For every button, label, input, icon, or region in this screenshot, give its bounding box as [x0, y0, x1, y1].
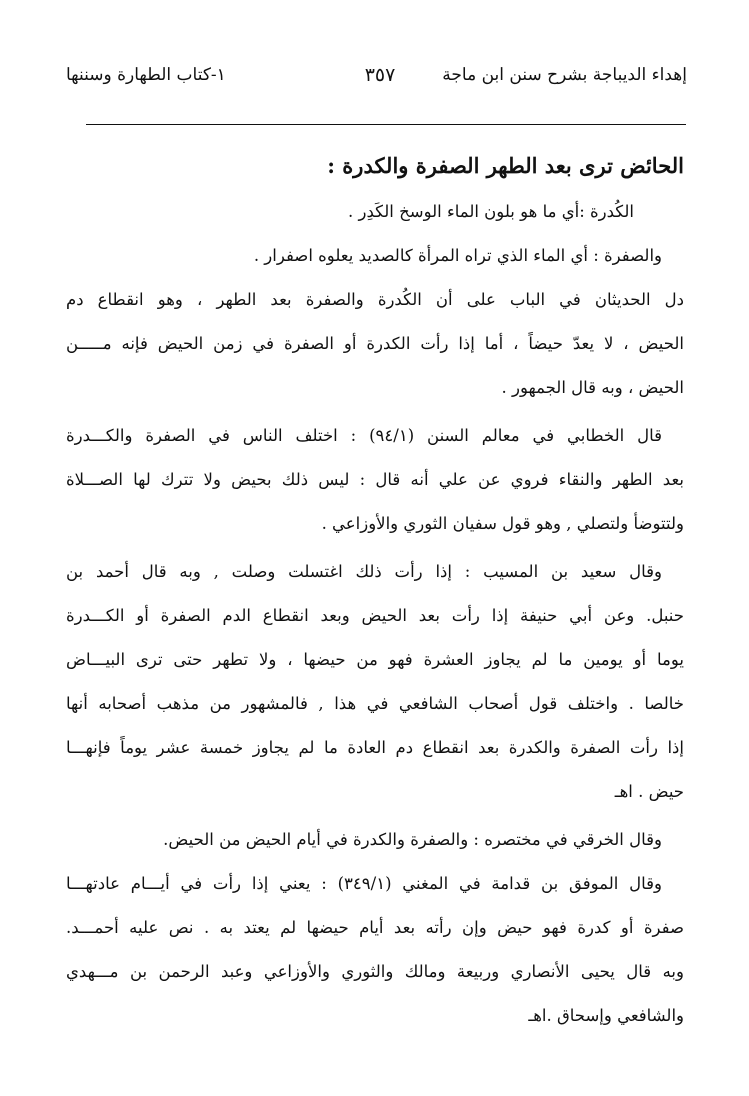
text-line: وقال الخرقي في مختصره : والصفرة والكدرة في أيام الحيض من الحيض.: [163, 830, 662, 849]
text-line: وقال الموفق بن قدامة في المغني (٣٤٩/١) : يعني إذا رأت في أيـــام عادتهـــا: [66, 874, 662, 893]
chapter-title: ١-كتاب الطهارة وسننها: [66, 65, 226, 85]
text-line: يوما أو يومين ما لم يجاوز العشرة فهو من حيضها ، ولا تطهر حتى ترى البيـــاض: [66, 650, 684, 669]
text-line: حيض . اهـ: [614, 782, 684, 801]
text-line: وقال سعيد بن المسيب : إذا رأت ذلك اغتسلت وصلت , وبه قال أحمد بن: [66, 562, 662, 581]
text-line: بعد الطهر والنقاء فروي عن علي أنه قال : ليس ذلك بحيض ولا تترك لها الصـــلاة: [66, 470, 684, 489]
text-line: والشافعي وإسحاق .اهـ: [528, 1006, 684, 1025]
text-line: خالصا . واختلف قول أصحاب الشافعي في هذا , فالمشهور من مذهب أصحابه أنها: [66, 694, 684, 713]
text-line: الحيض ، وبه قال الجمهور .: [501, 378, 684, 397]
text-line: دل الحديثان في الباب على أن الكُدرة والصفرة بعد الطهر ، وهو انقطاع دم: [66, 290, 684, 309]
section-heading: الحائض ترى بعد الطهر الصفرة والكدرة :: [327, 153, 684, 178]
text-line: قال الخطابي في معالم السنن (٩٤/١) : اختلف الناس في الصفرة والكـــدرة: [66, 426, 662, 445]
text-line: صفرة أو كدرة فهو حيض وإن رأته بعد أيام حيضها لم يعتد به . نص عليه أحمـــد.: [66, 918, 684, 937]
page-body: [66, 142, 684, 1038]
header-rule: [86, 124, 686, 125]
text-line: والصفرة : أي الماء الذي تراه المرأة كالصديد يعلوه اصفرار .: [253, 246, 662, 265]
text-line: الحيض ، لا يعدّ حيضاً ، أما إذا رأت الكدرة أو الصفرة في زمن الحيض فإنه مـــــن: [66, 334, 684, 353]
text-line: ولتتوضأ ولتصلي , وهو قول سفيان الثوري والأوزاعي .: [321, 514, 684, 533]
text-line: الكُدرة :أي ما هو بلون الماء الوسخ الكَدِر .: [348, 202, 634, 221]
running-title: إهداء الديباجة بشرح سنن ابن ماجة: [442, 65, 687, 85]
text-line: حنبل. وعن أبي حنيفة إذا رأت بعد الحيض وبعد انقطاع الدم الصفرة أو الكـــدرة: [66, 606, 684, 625]
page-number: ٣٥٧: [364, 64, 396, 86]
text-line: وبه قال يحيى الأنصاري وربيعة ومالك والثوري والأوزاعي وعبد الرحمن بن مـــهدي: [66, 962, 684, 981]
text-line: إذا رأت الصفرة والكدرة بعد انقطاع دم العادة ما لم يجاوز خمسة عشر يوماً فإنهـــا: [66, 738, 684, 757]
